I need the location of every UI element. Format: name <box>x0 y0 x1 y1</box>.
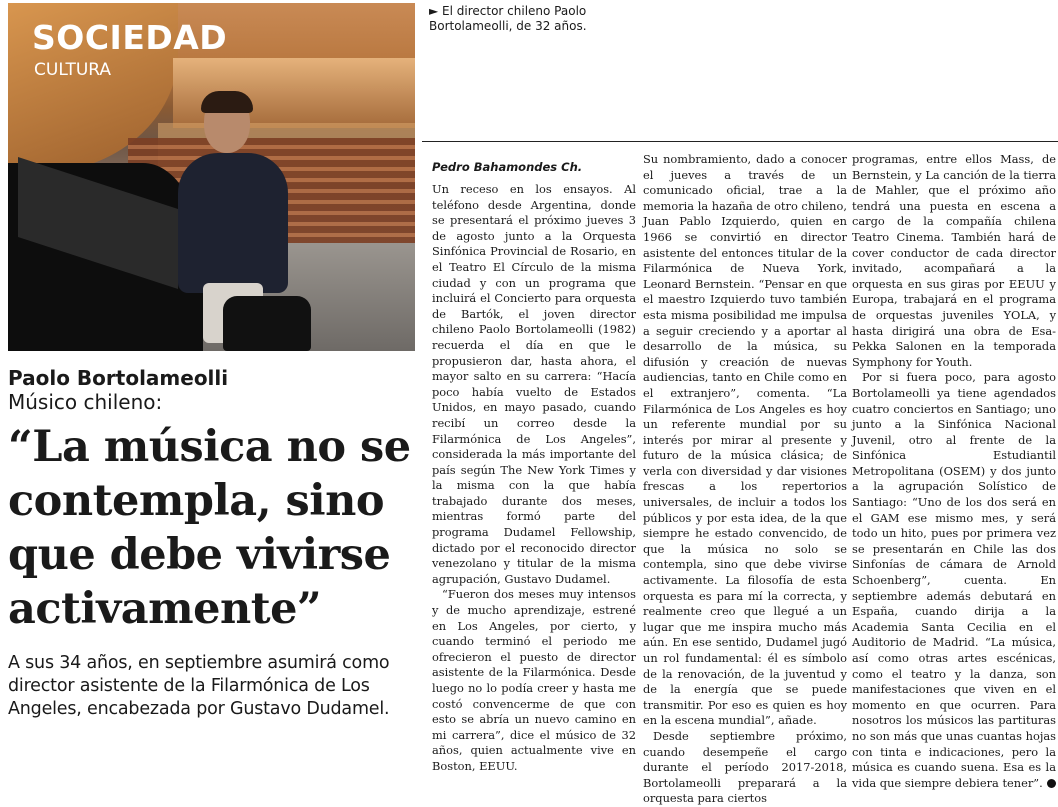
person-name: Paolo Bortolameolli <box>8 366 229 390</box>
article-column-3 <box>852 152 1056 791</box>
paragraph: Su nombramiento, dado a conocer el jueves a través de un comunicado oficial, trae a la memoria la hazaña de otro chileno, Juan Pablo Izquierdo, quien en 1966 se convirtió en director asistente del entonces titular de la Filarmónica de Nueva York, Leonard Bernstein. “Pensar en que el maestro Izquierdo tuvo también esta misma posibilidad me impulsa a seguir creciendo y a aportar al desarrollo de la música, su difusión y creación de nuevas audiencias, tanto en Chile como en el extranjero”, comenta. “La Filarmónica de Los Angeles es hoy un referente mundial por su interés por mirar al presente y futuro de la música clásica; de verla con diversidad y dar visiones frescas a los repertorios universales, de incluir a todos los públicos y por esta idea, de la que siempre he estado convencido, de que la música no solo se contempla, sino que debe vivirse activamente. La filosofía de esta orquesta es para mí la correcta, y realmente creo que llegué a un lugar que me inspira mucho más aún. En ese sentido, Dudamel jugó un rol fundamental: él es símbolo de la renovación, de la juventud y de la energía que se puede transmitir. Por eso es quien es hoy en la escena mundial”, añade. <box>643 152 847 728</box>
article-photo <box>8 3 415 351</box>
paragraph-text: Por si fuera poco, para agosto Bortolameolli ya tiene agendados cuatro conciertos en Santiago; uno junto a la Sinfónica Nacional Juvenil, otro al frente de la Sinfónica Estudiantil Metropolitana (OSEM) y dos junto a la agrupación Solístico de Santiago: “Uno de los dos será en el GAM ese mismo mes, y será todo un hito, pues por primera vez se presentarán en Chile las dos Sinfonías de cámara de Arnold Schoenberg”, cuenta. En septiembre además debutará en España, cuando dirija a la Academia Santa Cecilia en el Auditorio de Madrid. “La música, así como otras artes escénicas, como el teatro y la danza, son manifestaciones que viven en el momento en que ocurren. Para nosotros los músicos las partituras no son más que unas cuantas hojas con tinta e indicaciones, pero la música es cuando suena. Esa es la vida que siempre debiera tener”. <box>852 370 1056 790</box>
subsection-label: CULTURA <box>34 60 112 80</box>
section-label: SOCIEDAD <box>32 18 228 57</box>
end-mark-icon <box>1047 779 1056 788</box>
paragraph: Un receso en los ensayos. Al teléfono desde Argentina, donde se presentará el próximo jueves 3 de agosto junto a la Orquesta Sinfónica Provincial de Rosario, en el Teatro El Círculo de la misma ciudad y con un programa que incluirá el Concierto para orquesta de Bartók, el joven director chileno Paolo Bortolameolli (1982) recuerda el día en que le propusieron dar, hasta ahora, el mayor salto en su carrera: “Hacía poco había vuelto de Estados Unidos, en mayo pasado, cuando recibí un correo desde la Filarmónica de Los Angeles”, considerada la más importante del país según The New York Times y la misma con la que había trabajado durante dos meses, mientras formó parte del programa Dudamel Fellowship, dictado por el reconocido director venezolano y titular de la misma agrupación, Gustavo Dudamel. <box>432 182 636 586</box>
piano-bench <box>223 296 311 351</box>
paragraph: “Fueron dos meses muy intensos y de mucho aprendizaje, estrené en Los Angeles, por cierto, y cuando terminó el periodo me ofrecieron el puesto de director asistente de la Filarmónica. Desde luego no lo podía creer y hasta me costó convencerme de que con esto se abría un nuevo camino en mi carrera”, dice el músico de 32 años, quien actualmente vive en Boston, EEUU. <box>432 587 636 773</box>
person-role: Músico chileno: <box>8 390 163 414</box>
paragraph: Desde septiembre próximo, cuando desempeñe el cargo durante el período 2017-2018, Bortolameolli preparará a la orquesta para ciertos <box>643 728 847 806</box>
person-hair <box>201 91 253 113</box>
lead-paragraph: A sus 34 años, en septiembre asumirá como director asistente de la Filarmónica de Los Angeles, encabezada por Gustavo Dudamel. <box>8 653 390 719</box>
photo-caption: ► El director chileno Paolo Bortolameolli, de 32 años. <box>429 4 587 33</box>
byline: Pedro Bahamondes Ch. <box>432 160 583 174</box>
headline: “La música no se contempla, sino que debe vivirse activamente” <box>8 422 411 634</box>
divider-rule <box>422 141 1058 142</box>
article-column-2 <box>643 152 847 807</box>
person-figure <box>178 153 288 293</box>
paragraph <box>852 370 1056 791</box>
article-column-1 <box>432 158 636 775</box>
paragraph: programas, entre ellos Mass, de Bernstein, y La canción de la tierra de Mahler, que el próximo año tendrá una puesta en escena a cargo de la compañía chilena Teatro Cinema. También hará de cover conductor de cada director invitado, acompañará a la orquesta en sus giras por EEUU y Europa, trabajará en el programa de orquestas juveniles YOLA, y hasta dirigirá una obra de Esa-Pekka Salonen en la temporada Symphony for Youth. <box>852 152 1057 369</box>
